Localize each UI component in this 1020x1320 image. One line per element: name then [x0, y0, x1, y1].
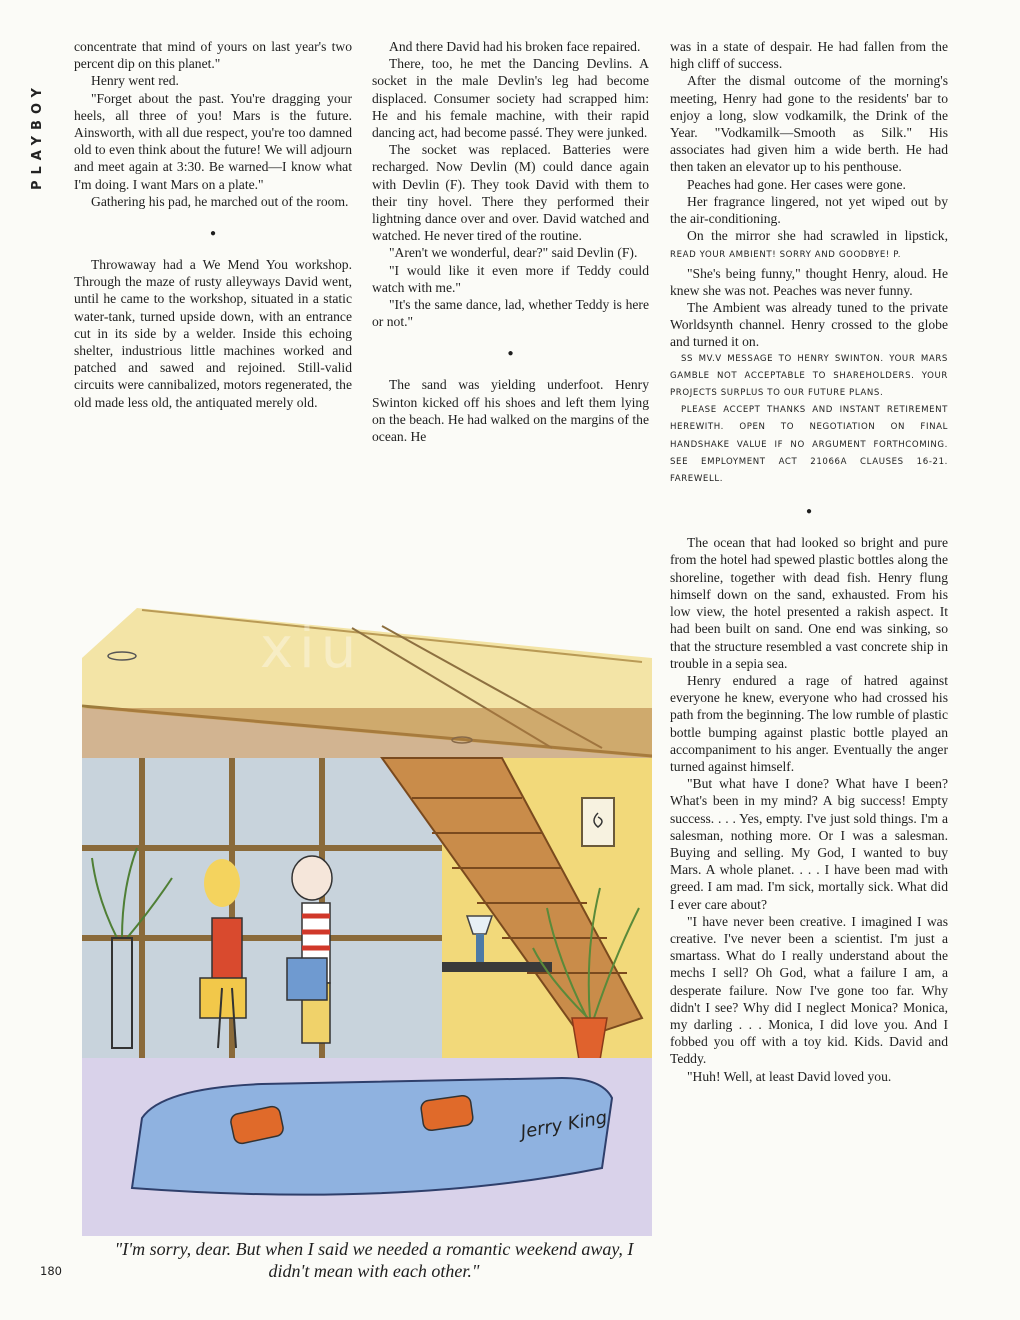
- artist-signature: Jerry King: [519, 1107, 609, 1143]
- paragraph: Henry went red.: [91, 73, 179, 89]
- paragraph: The sand was yielding underfoot. Henry Swinton kicked off his shoes and left them lying on the beach. He had walked on the margins of the ocean. He: [372, 377, 649, 445]
- worldsynth-message: PLEASE ACCEPT THANKS AND INSTANT RETIREMENT HEREWITH. OPEN TO NEGOTIATION ON FINAL HANDSHAKE VALUE IF NO ARGUMENT FORTHCOMING. SEE EMPLOYMENT ACT 21066A CLAUSES 16-21. FAREWELL.: [670, 405, 948, 485]
- section-break: ●: [805, 506, 813, 518]
- watermark: xiu: [260, 616, 363, 681]
- cartoon-caption: "I'm sorry, dear. But when I said we needed a romantic weekend away, I didn't mean with each other.": [114, 1239, 634, 1281]
- paragraph: was in a state of despair. He had fallen from the high cliff of success.: [670, 39, 948, 72]
- section-break: ●: [209, 228, 217, 240]
- cartoon-illustration: [82, 598, 652, 1236]
- paragraph: Peaches had gone. Her cases were gone.: [687, 176, 906, 192]
- worldsynth-message: SS MV.V MESSAGE TO HENRY SWINTON. YOUR MARS GAMBLE NOT ACCEPTABLE TO SHAREHOLDERS. YOUR PROJECTS SURPLUS TO OUR FUTURE PLANS.: [670, 353, 948, 399]
- paragraph: The Ambient was already tuned to the private Worldsynth channel. Henry crossed to the globe and turned it on.: [670, 300, 948, 350]
- paragraph: Throwaway had a We Mend You workshop. Through the maze of rusty alleyways David went, until he came to the workshop, situated in a static water-tank, turned upside down, with an entrance cut in its side by a welder. Inside this echoing shelter, industrious little machines worked and patched and sawed and rejoined. Still-valid circuits were cannibalized, motors regenerated, the old made less old, the antiquated merely old.: [74, 257, 352, 410]
- paragraph: "I have never been creative. I imagined I was creative. I've never been a scientist. I'm just a smartass. What do I really understand about the mechs I sell? Oh God, what a failure I am, a desperate failure. Now I've gone too far. Why didn't I see? Why did I neglect Monica? Monica, my darling . . . Monica, I did love you. And I fobbed you off with a toy kid. Kids. David and Teddy.: [670, 913, 948, 1067]
- text-column-2: [372, 38, 649, 445]
- paragraph: Gathering his pad, he marched out of the room.: [91, 193, 349, 209]
- lipstick-message: READ YOUR AMBIENT! SORRY AND GOODBYE! P.: [670, 250, 902, 261]
- paragraph: "Huh! Well, at least David loved you.: [687, 1068, 892, 1084]
- magazine-runner: PLAYBOY: [30, 82, 45, 190]
- paragraph: "I would like it even more if Teddy could watch with me.": [372, 262, 649, 295]
- paragraph: concentrate that mind of yours on last year's two percent dip on this planet.": [74, 39, 352, 72]
- paragraph: The socket was replaced. Batteries were recharged. Now Devlin (M) could dance again with Devlin (F). They took David with them to their tiny hovel. There they performed their lightning dance over and over. David watched and watched. He never tired of the routine.: [372, 142, 649, 244]
- paragraph: The ocean that had looked so bright and pure from the hotel had spewed plastic bottles along the shoreline, together with dead fish. Henry flung himself down on the sand, exhausted. From his low view, the hotel presented a rakish aspect. It had been built on sand. One end was sinking, so that the structure resembled a vast concrete ship in trouble in a sepia sea.: [670, 535, 948, 671]
- paragraph: "But what have I done? What have I been? What's been in my mind? A big success! Empty success. . . . Yes, empty. I've just sold things. I'm a salesman, nothing more. Or I was a salesman. Buying and selling. My God, I wanted to buy Mars. A whole planet. . . . I have been mad with greed. I am mad. I'm sick, mortally sick. What did I ever care about?: [670, 776, 948, 912]
- text-column-1: [74, 38, 352, 411]
- paragraph: "It's the same dance, lad, whether Teddy is here or not.": [372, 297, 649, 330]
- paragraph: After the dismal outcome of the morning's meeting, Henry had gone to the residents' bar to enjoy a long, slow vodkamilk, the Drink of the Year. "Vodkamilk—Smooth as Silk." His associates had given him a wide berth. He had then taken an elevator up to his penthouse.: [670, 73, 948, 175]
- section-break: ●: [507, 348, 514, 360]
- page-number: 180: [40, 1264, 62, 1278]
- paragraph: "Forget about the past. You're dragging your heels, all three of you! Mars is the future. Ainsworth, with all due respect, you're too damned old to even think about the future! We will adjourn and meet again at 3:30. Be warned—I know what I'm doing. I want Mars on a plate.": [74, 90, 352, 192]
- paragraph-lead: On the mirror she had scrawled in lipstick,: [687, 228, 948, 244]
- paragraph: Henry endured a rage of hatred against everyone he knew, everyone who had crossed his path from the beginning. The low rumble of plastic bottle bumping against plastic bottle played an accompaniment to his anger. Eventually the anger turned against himself.: [670, 672, 948, 774]
- paragraph: There, too, he met the Dancing Devlins. A socket in the male Devlin's leg had become displaced. Consumer society had scrapped him: He and his female machine, with their rapid dancing act, had become passé. They were junked.: [372, 56, 649, 141]
- paragraph: "Aren't we wonderful, dear?" said Devlin (F).: [389, 245, 638, 261]
- text-column-3: [670, 38, 948, 1085]
- paragraph: [670, 227, 948, 264]
- paragraph: Her fragrance lingered, not yet wiped out by the air-conditioning.: [670, 193, 948, 227]
- paragraph: And there David had his broken face repaired.: [389, 39, 641, 54]
- paragraph: "She's being funny," thought Henry, aloud. He knew she was not. Peaches was never funny.: [670, 265, 948, 298]
